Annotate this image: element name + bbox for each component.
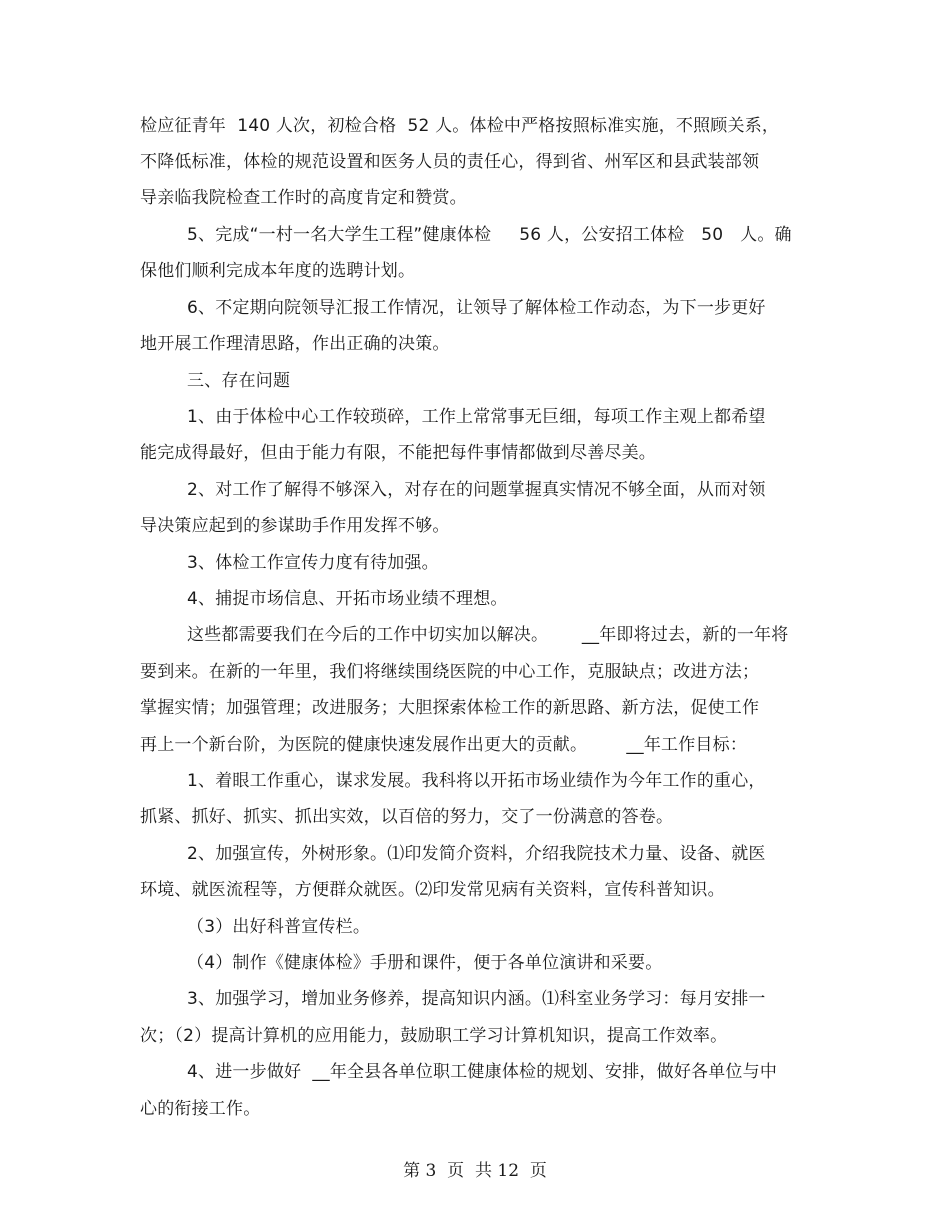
text-line: 再上一个新台阶，为医院的健康快速发展作出更大的贡献。 __年工作目标：	[140, 735, 748, 755]
text-line: 保他们顺利完成本年度的选聘计划。	[140, 261, 416, 281]
text-line: 次；（2）提高计算机的应用能力，鼓励职工学习计算机知识，提高工作效率。	[140, 1026, 728, 1046]
text-line: 3、加强学习，增加业务修养，提高知识内涵。⑴科室业务学习：每月安排一	[187, 989, 766, 1009]
text-line: 抓紧、抓好、抓实、抓出实效，以百倍的努力，交了一份满意的答卷。	[140, 807, 674, 827]
text-line: 环境、就医流程等，方便群众就医。⑵印发常见病有关资料，宣传科普知识。	[140, 880, 725, 900]
text-line: （3）出好科普宣传栏。	[187, 917, 371, 937]
section-heading: 三、存在问题	[187, 371, 291, 391]
text-line: 这些都需要我们在今后的工作中切实加以解决。 __年即将过去，新的一年将	[187, 625, 789, 645]
text-line: （4）制作《健康体检》手册和课件，便于各单位演讲和采要。	[187, 953, 663, 973]
text-line: 2、对工作了解得不够深入，对存在的问题掌握真实情况不够全面，从而对领	[187, 480, 766, 500]
text-line: 掌握实情；加强管理；改进服务；大胆探索体检工作的新思路、新方法，促使工作	[140, 698, 760, 718]
text-line: 地开展工作理清思路，作出正确的决策。	[140, 334, 450, 354]
text-line: 不降低标准，体检的规范设置和医务人员的责任心，得到省、州军区和县武装部领	[140, 152, 760, 172]
text-line: 4、捕捉市场信息、开拓市场业绩不理想。	[187, 589, 508, 609]
text-line: 检应征青年 140 人次，初检合格 52 人。体检中严格按照标准实施，不照顾关系，	[140, 116, 780, 136]
text-line: 3、体检工作宣传力度有待加强。	[187, 553, 439, 573]
text-line: 1、由于体检中心工作较琐碎，工作上常常事无巨细，每项工作主观上都希望	[187, 407, 766, 427]
text-line: 心的衔接工作。	[140, 1099, 261, 1119]
text-line: 能完成得最好，但由于能力有限，不能把每件事情都做到尽善尽美。	[140, 443, 656, 463]
text-line: 导亲临我院检查工作时的高度肯定和赞赏。	[140, 188, 467, 208]
text-line: 2、加强宣传，外树形象。⑴印发简介资料，介绍我院技术力量、设备、就医	[187, 844, 766, 864]
text-line: 6、不定期向院领导汇报工作情况，让领导了解体检工作动态，为下一步更好	[187, 298, 766, 318]
text-line: 4、进一步做好 __年全县各单位职工健康体检的规划、安排，做好各单位与中	[187, 1062, 778, 1082]
text-line: 5、完成“一村一名大学生工程”健康体检 56 人，公安招工体检 50 人。确	[187, 225, 792, 245]
text-line: 导决策应起到的参谋助手作用发挥不够。	[140, 516, 450, 536]
text-line: 要到来。在新的一年里，我们将继续围绕医院的中心工作，克服缺点；改进方法；	[140, 662, 760, 682]
text-line: 1、着眼工作重心，谋求发展。我科将以开拓市场业绩作为今年工作的重心，	[187, 771, 766, 791]
page-number-footer: 第 3 页 共 12 页	[403, 1161, 547, 1181]
